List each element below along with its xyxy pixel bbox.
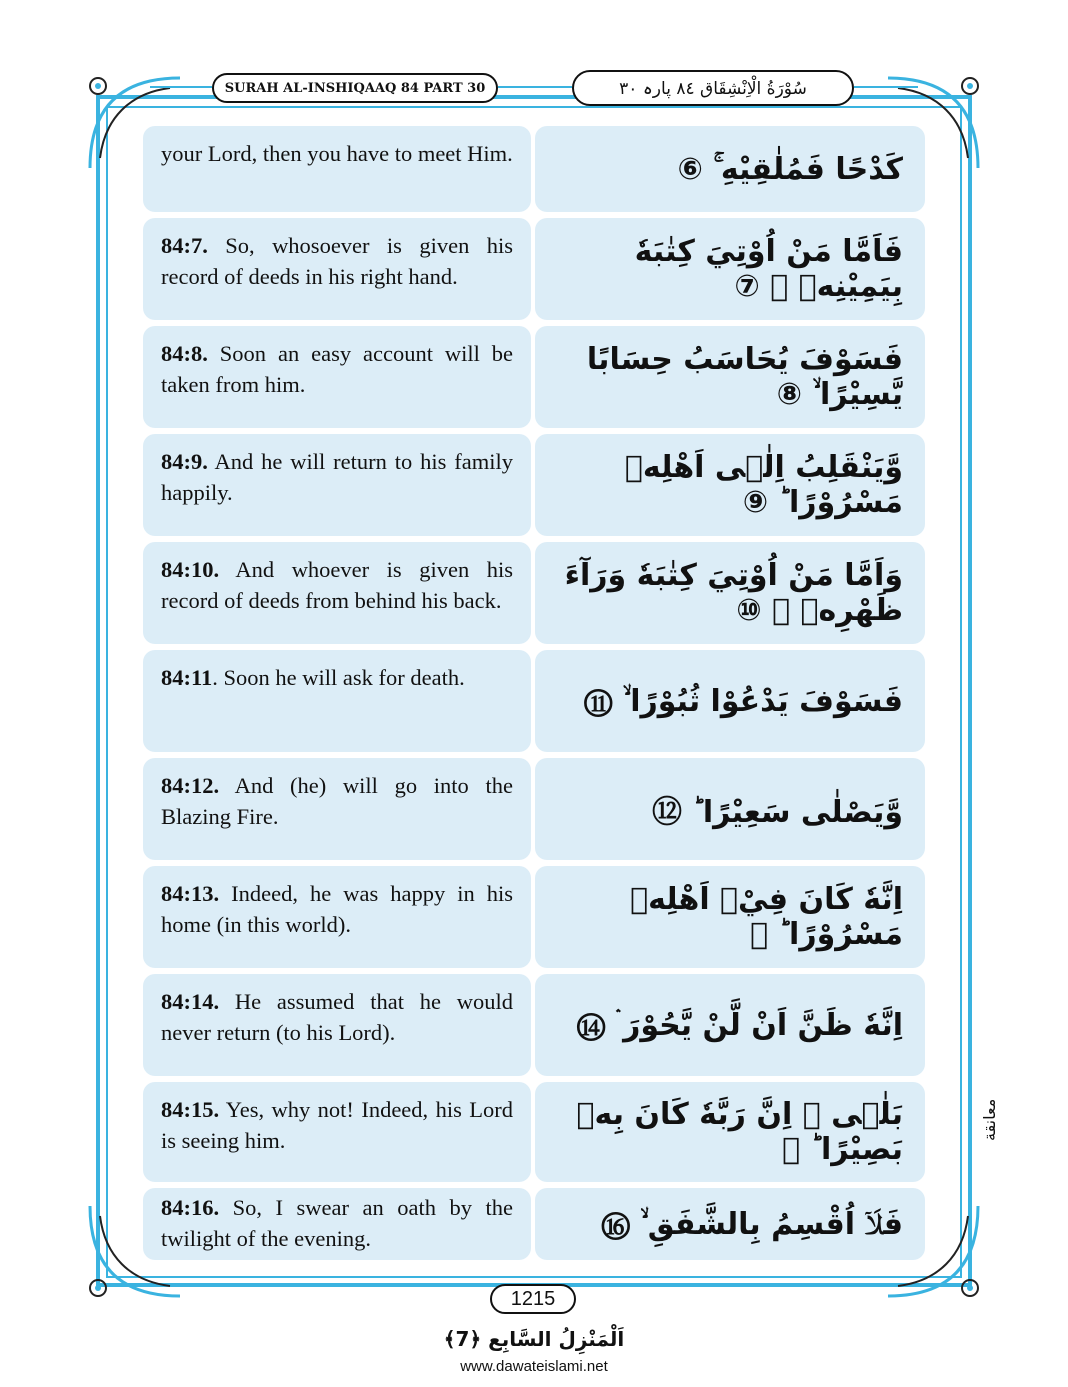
translation-text: And whoever is given his record of deeds from behind his back. (161, 557, 513, 613)
translation-cell (143, 326, 531, 428)
translation-cell (143, 758, 531, 860)
website-url[interactable]: www.dawateislami.net (460, 1358, 608, 1375)
arabic-verse-cell: اِنَّهٗ ظَنَّ اَنْ لَّنْ يَّحُوْرَ ۛ ⑭ (535, 974, 925, 1076)
arabic-verse-cell: كَدْحًا فَمُلٰقِيْهِ ۚ ⑥ (535, 126, 925, 212)
margin-note: معانقة (980, 1098, 999, 1142)
translation-text: So, I swear an oath by the twilight of the evening. (161, 1195, 513, 1251)
verse-reference: 84:12. (161, 773, 220, 798)
verse-reference: 84:15. (161, 1097, 220, 1122)
translation-cell (143, 542, 531, 644)
arabic-verse-cell: اِنَّهٗ كَانَ فِيْۤ اَهْلِهٖ مَسْرُوْرًا ؕ ⑬ (535, 866, 925, 968)
translation-text: And (he) will go into the Blazing Fire. (161, 773, 513, 829)
verse-reference: 84:9. (161, 449, 208, 474)
translation-cell (143, 218, 531, 320)
verse-row (143, 758, 925, 860)
verse-row (143, 650, 925, 752)
translation-cell (143, 866, 531, 968)
translation-text: And he will return to his family happily. (161, 449, 513, 505)
translation-text: . Soon he will ask for death. (212, 665, 465, 690)
translation-text: Soon an easy account will be taken from him. (161, 341, 513, 397)
verse-reference: 84:13. (161, 881, 220, 906)
surah-title-english: SURAH AL-INSHIQAAQ 84 PART 30 (212, 73, 498, 103)
arabic-verse-cell: فَاَمَّا مَنْ اُوْتِيَ كِتٰبَهٗ بِيَمِيْنِهٖ ۙ ⑦ (535, 218, 925, 320)
verse-row (143, 126, 925, 212)
header-rule-right (854, 86, 918, 88)
translation-cell (143, 650, 531, 752)
arabic-verse-cell: بَلٰۤى ۛ اِنَّ رَبَّهٗ كَانَ بِهٖ بَصِيْرًا ؕ ⑮ (535, 1082, 925, 1182)
verse-reference: 84:7. (161, 233, 208, 258)
verse-row (143, 542, 925, 644)
surah-title-arabic: سُوْرَةُ الْاِنْشِقَاق ٨٤ پارہ ٣٠ (572, 70, 854, 106)
header-rule-middle (498, 86, 572, 88)
arabic-verse-cell: وَّيَصْلٰى سَعِيْرًا ؕ ⑫ (535, 758, 925, 860)
verse-reference: 84:14. (161, 989, 220, 1014)
verse-reference: 84:16. (161, 1195, 220, 1220)
verse-reference: 84:10. (161, 557, 220, 582)
manzil-label: اَلْمَنْزِلُ السَّابِع ﴿7﴾ (443, 1327, 625, 1351)
verse-reference: 84:11 (161, 665, 213, 690)
verse-reference: 84:8. (161, 341, 208, 366)
verse-row (143, 974, 925, 1076)
arabic-verse-cell: فَلَاۤ اُقْسِمُ بِالشَّفَقِ ۙ ⑯ (535, 1188, 925, 1260)
arabic-verse-cell: فَسَوْفَ يُحَاسَبُ حِسَابًا يَّسِيْرًا ۙ ⑧ (535, 326, 925, 428)
header-rule-left (150, 86, 212, 88)
translation-cell (143, 974, 531, 1076)
translation-text: Yes, why not! Indeed, his Lord is seeing him. (161, 1097, 513, 1153)
translation-cell (143, 126, 531, 212)
arabic-verse-cell: فَسَوْفَ يَدْعُوْا ثُبُوْرًا ۙ ⑪ (535, 650, 925, 752)
verse-row (143, 866, 925, 968)
translation-text: Indeed, he was happy in his home (in this world). (161, 881, 513, 937)
translation-cell (143, 434, 531, 536)
translation-text: your Lord, then you have to meet Him. (161, 141, 513, 166)
translation-text: He assumed that he would never return (to his Lord). (161, 989, 513, 1045)
arabic-verse-cell: وَاَمَّا مَنْ اُوْتِيَ كِتٰبَهٗ وَرَآءَ ظَهْرِهٖ ۙ ⑩ (535, 542, 925, 644)
translation-text: So, whosoever is given his record of deeds in his right hand. (161, 233, 513, 289)
verse-row (143, 1188, 925, 1260)
verse-row (143, 1082, 925, 1182)
verse-row (143, 218, 925, 320)
page-number: 1215 (490, 1284, 576, 1314)
verse-row (143, 326, 925, 428)
arabic-verse-cell: وَّيَنْقَلِبُ اِلٰۤى اَهْلِهٖ مَسْرُوْرًا ؕ ⑨ (535, 434, 925, 536)
translation-cell (143, 1082, 531, 1182)
verse-row (143, 434, 925, 536)
translation-cell (143, 1188, 531, 1260)
